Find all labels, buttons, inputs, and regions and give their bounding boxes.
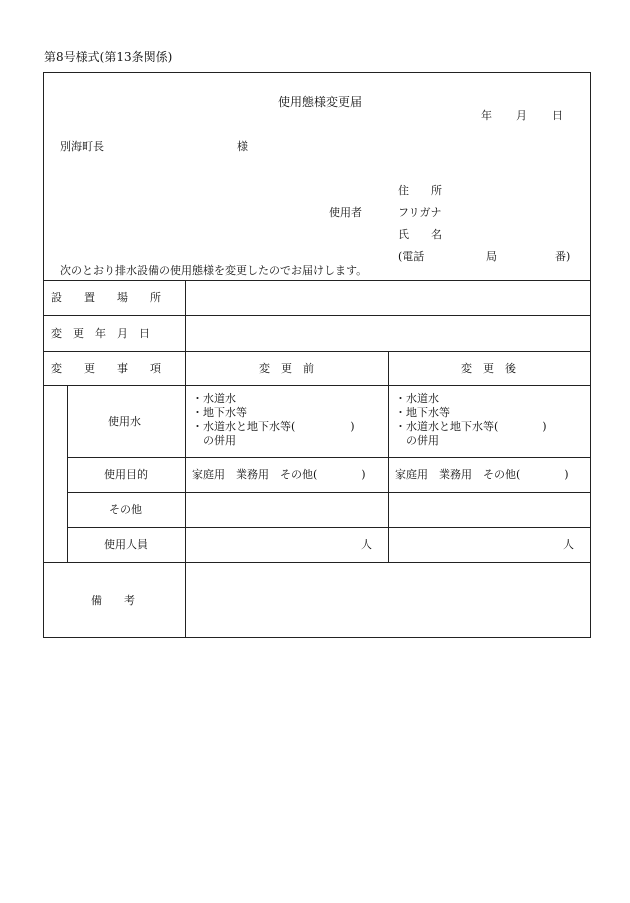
addressee-honorific: 様 (237, 140, 248, 153)
purpose-after[interactable]: 家庭用 業務用 その他( ) (395, 468, 569, 481)
water-after-option-4: の併用 (395, 434, 439, 447)
water-after-options[interactable] (395, 392, 547, 448)
form-frame (43, 72, 591, 638)
intro-text: 次のとおり排水設備の使用態様を変更したのでお届けします。 (60, 264, 368, 277)
phone-number-label: 番) (555, 250, 571, 263)
rule-items-bottom (43, 385, 591, 386)
applicant-address-label: 住 所 (398, 184, 442, 197)
water-before-option-2: ・地下水等 (192, 406, 247, 419)
rule-other-bottom (67, 527, 591, 528)
date-year: 年 (481, 109, 492, 122)
rule-water-bottom (67, 457, 591, 458)
change-items-label: 変 更 事 項 (51, 362, 161, 375)
date-month: 月 (516, 109, 527, 122)
users-label: 使用人員 (104, 538, 148, 551)
addressee-name: 別海町長 (60, 140, 104, 153)
remarks-field[interactable] (186, 563, 590, 637)
water-before-options[interactable] (192, 392, 355, 448)
water-after-option-3: ・水道水と地下水等( ) (395, 420, 547, 433)
change-date-label: 変 更 年 月 日 (51, 327, 150, 340)
after-header: 変 更 後 (461, 362, 516, 375)
applicant-name-label: 氏 名 (398, 228, 442, 241)
purpose-before[interactable]: 家庭用 業務用 その他( ) (192, 468, 366, 481)
phone-exchange-label: 局 (486, 250, 497, 263)
rule-indent-column (67, 385, 68, 562)
change-date-field[interactable] (186, 316, 590, 351)
location-field[interactable] (186, 281, 590, 315)
before-header: 変 更 前 (259, 362, 314, 375)
rule-date-bottom (43, 351, 591, 352)
form-title: 使用態様変更届 (278, 95, 363, 109)
users-before-unit: 人 (361, 538, 372, 551)
water-before-option-3: ・水道水と地下水等( ) (192, 420, 355, 433)
water-before-option-1: ・水道水 (192, 392, 236, 405)
form-number: 第8号様式(第13条関係) (44, 50, 173, 64)
remarks-label: 備 考 (91, 594, 135, 607)
water-after-option-1: ・水道水 (395, 392, 439, 405)
date-day: 日 (552, 109, 563, 122)
other-before-field[interactable] (186, 493, 388, 527)
purpose-label: 使用目的 (104, 468, 148, 481)
applicant-furigana-label: フリガナ (398, 206, 442, 219)
applicant-label: 使用者 (329, 206, 362, 219)
other-label: その他 (109, 503, 142, 516)
location-label: 設 置 場 所 (51, 291, 161, 304)
other-after-field[interactable] (389, 493, 590, 527)
phone-label: (電話 (398, 250, 425, 263)
rule-before-after-divider (388, 351, 389, 562)
water-before-option-4: の併用 (192, 434, 236, 447)
water-label: 使用水 (108, 415, 141, 428)
water-after-option-2: ・地下水等 (395, 406, 450, 419)
users-after-unit: 人 (563, 538, 574, 551)
